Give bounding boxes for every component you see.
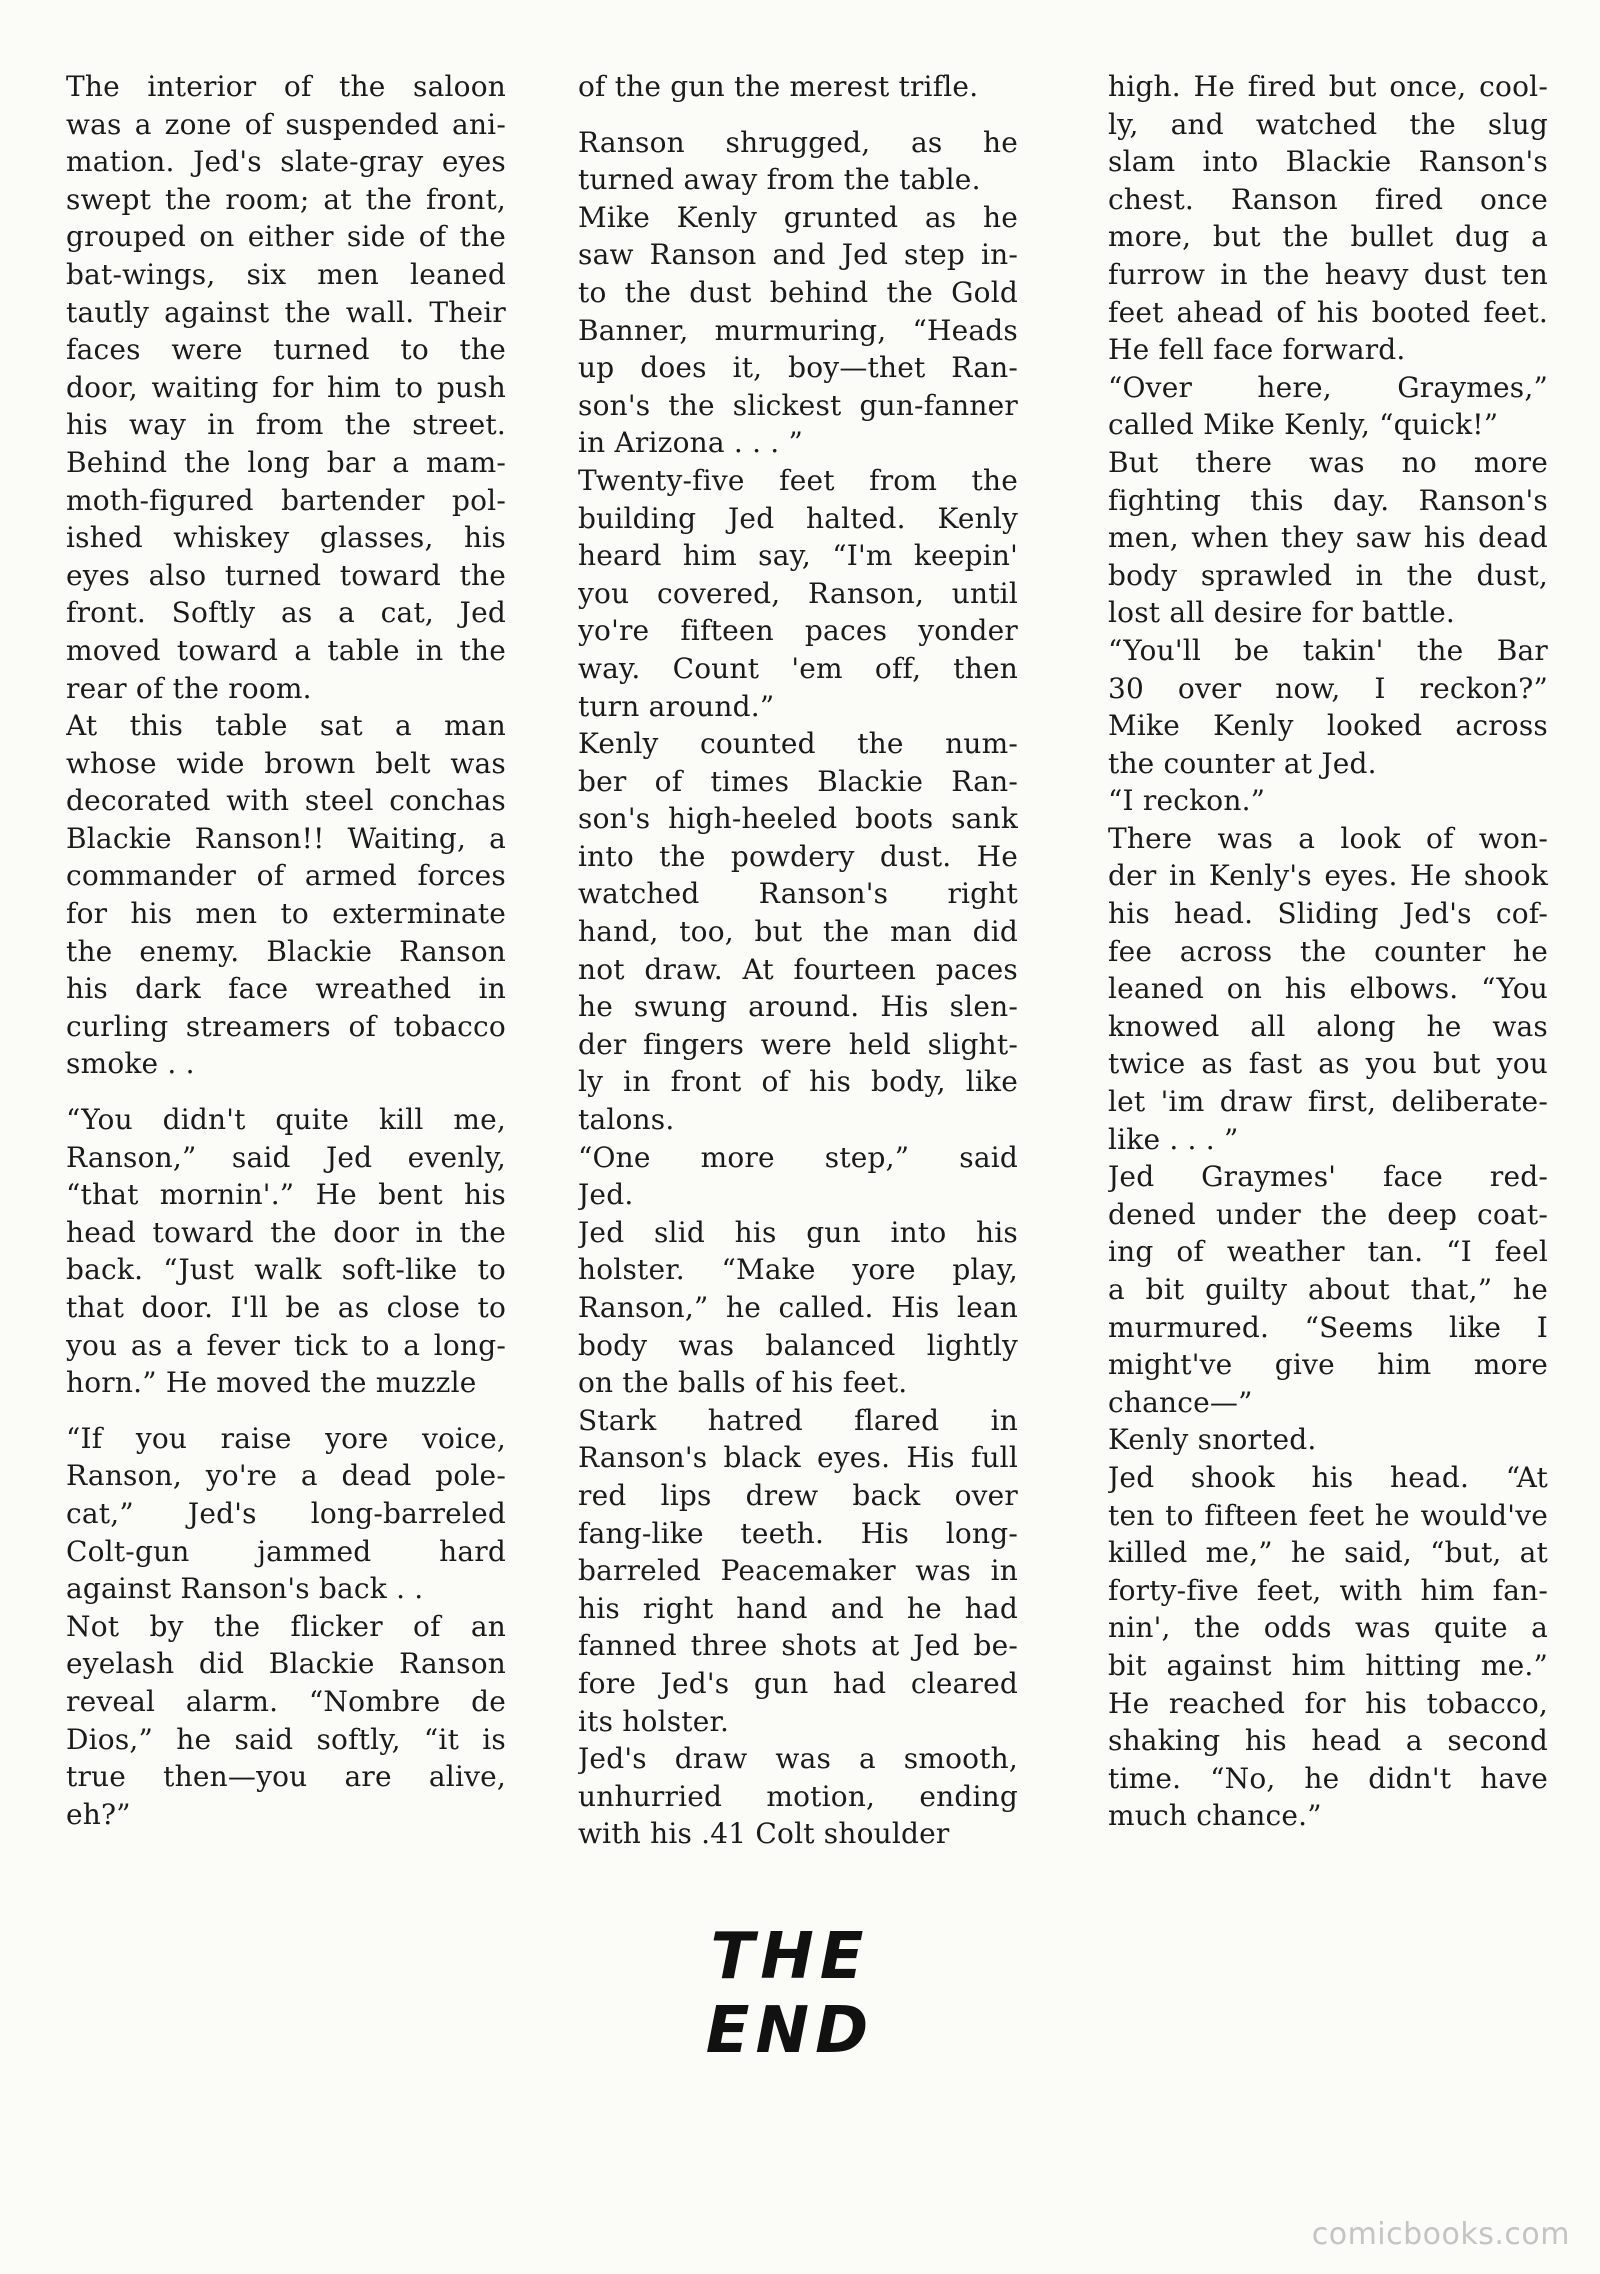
text-line: grouped on either side of the <box>66 220 506 254</box>
story-paragraph <box>578 68 1018 106</box>
text-line: “that mornin'.” He bent his <box>66 1178 506 1212</box>
text-line: Kenly snorted. <box>1108 1423 1317 1457</box>
text-line: Kenly counted the num- <box>578 727 1018 761</box>
text-line: “If you raise yore voice, <box>66 1421 506 1455</box>
text-line: you covered, Ranson, until <box>578 576 1018 610</box>
text-line: his dark face wreathed in <box>66 972 506 1006</box>
text-line: you as a fever tick to a long- <box>66 1328 506 1362</box>
text-line: der fingers were held slight- <box>578 1027 1018 1061</box>
text-line: He reached for his tobacco, <box>1108 1686 1548 1720</box>
text-line: building Jed halted. Kenly <box>578 501 1018 535</box>
story-paragraph <box>66 68 506 707</box>
text-line: bat-wings, six men leaned <box>66 257 506 291</box>
text-line: called Mike Kenly, “quick!” <box>1108 408 1499 442</box>
text-line: Ranson,” said Jed evenly, <box>66 1140 506 1174</box>
text-line: high. He fired but once, cool- <box>1108 70 1548 103</box>
text-line: front. Softly as a cat, Jed <box>66 596 506 630</box>
text-line: Twenty-five feet from the <box>578 463 1018 497</box>
text-line: of the gun the merest trifle. <box>578 70 979 103</box>
text-line: slam into Blackie Ranson's <box>1108 145 1548 179</box>
text-column-3 <box>1108 68 1548 1835</box>
text-line: to the dust behind the Gold <box>578 275 1018 309</box>
story-paragraph <box>578 199 1018 462</box>
text-line: ing of weather tan. “I feel <box>1108 1235 1548 1269</box>
story-paragraph <box>1108 444 1548 632</box>
text-line: ber of times Blackie Ran- <box>578 764 1018 798</box>
text-line: Ranson shrugged, as he <box>578 125 1018 159</box>
text-line: Mike Kenly looked across <box>1108 709 1548 743</box>
text-line: time. “No, he didn't have <box>1108 1761 1548 1795</box>
story-paragraph <box>1108 369 1548 444</box>
text-line: shaking his head a second <box>1108 1724 1548 1758</box>
text-line: moved toward a table in the <box>66 633 506 667</box>
text-line: commander of armed forces <box>66 859 506 893</box>
text-line: eyes also turned toward the <box>66 558 506 592</box>
text-line: “One more step,” said <box>578 1140 1018 1174</box>
text-line: son's the slickest gun-fanner <box>578 388 1018 422</box>
text-line: Jed's draw was a smooth, <box>578 1742 1018 1776</box>
text-line: ly, and watched the slug <box>1108 107 1548 141</box>
text-line: fighting this day. Ranson's <box>1108 483 1548 517</box>
text-line: At this table sat a man <box>66 709 506 743</box>
text-line: hand, too, but the man did <box>578 915 1018 949</box>
text-line: fee across the counter he <box>1108 934 1548 968</box>
text-line: watched Ranson's right <box>578 877 1018 911</box>
text-line: the counter at Jed. <box>1108 746 1377 780</box>
text-line: ten to fifteen feet he would've <box>1108 1498 1548 1532</box>
text-line: leaned on his elbows. “You <box>1108 972 1548 1006</box>
story-paragraph <box>66 1608 506 1834</box>
story-paragraph <box>578 124 1018 199</box>
story-paragraph <box>578 462 1018 725</box>
story-paragraph <box>578 1402 1018 1740</box>
the-end-title: THE END <box>705 1920 875 2068</box>
text-line: There was a look of won- <box>1108 821 1548 855</box>
text-line: turned away from the table. <box>578 163 981 197</box>
text-line: ished whiskey glasses, his <box>66 521 506 555</box>
text-line: swept the room; at the front, <box>66 182 506 216</box>
text-line: rear of the room. <box>66 671 312 705</box>
text-line: der in Kenly's eyes. He shook <box>1108 859 1548 893</box>
text-line: a bit guilty about that,” he <box>1108 1273 1548 1306</box>
text-line: 30 over now, I reckon?” <box>1108 671 1548 705</box>
text-line: let 'im draw first, deliberate- <box>1108 1085 1548 1119</box>
text-line: ly in front of his body, like <box>578 1065 1018 1099</box>
text-line: its holster. <box>578 1704 730 1738</box>
text-line: for his men to exterminate <box>66 897 506 931</box>
text-line: knowed all along he was <box>1108 1009 1548 1043</box>
text-line: was a zone of suspended ani- <box>66 107 506 141</box>
text-line: Colt-gun jammed hard <box>66 1534 506 1568</box>
text-line: the enemy. Blackie Ranson <box>66 934 506 968</box>
story-paragraph <box>66 1420 506 1608</box>
text-line: body was balanced lightly <box>578 1328 1018 1362</box>
text-line: like . . . ” <box>1108 1122 1239 1156</box>
text-line: that door. I'll be as close to <box>66 1291 506 1324</box>
story-paragraph <box>578 1740 1018 1853</box>
text-line: “Over here, Graymes,” <box>1108 370 1548 404</box>
paragraph-gap <box>578 106 1018 124</box>
text-line: “You'll be takin' the Bar <box>1108 633 1548 667</box>
watermark-text: comicbooks.com <box>1311 2217 1570 2252</box>
text-line: true then—you are alive, <box>66 1760 506 1794</box>
text-line: in Arizona . . . ” <box>578 426 804 460</box>
text-line: body sprawled in the dust, <box>1108 558 1548 592</box>
story-paragraph <box>1108 1459 1548 1835</box>
text-line: Mike Kenly grunted as he <box>578 200 1018 234</box>
text-line: fanned three shots at Jed be- <box>578 1629 1018 1663</box>
text-line: Stark hatred flared in <box>578 1403 1018 1437</box>
text-line: feet ahead of his booted feet. <box>1108 295 1548 329</box>
text-line: Jed. <box>578 1178 634 1212</box>
paragraph-gap <box>66 1083 506 1101</box>
text-line: yo're fifteen paces yonder <box>578 614 1018 648</box>
story-paragraph <box>1108 820 1548 1158</box>
text-line: Ranson,” he called. His lean <box>578 1291 1018 1324</box>
text-line: decorated with steel conchas <box>66 784 506 818</box>
text-line: back. “Just walk soft-like to <box>66 1253 506 1287</box>
story-paragraph <box>1108 1158 1548 1421</box>
story-paragraph <box>1108 68 1548 369</box>
story-paragraph <box>1108 1421 1548 1459</box>
text-line: furrow in the heavy dust ten <box>1108 257 1548 291</box>
text-line: Ranson's black eyes. His full <box>578 1441 1018 1475</box>
text-line: reveal alarm. “Nombre de <box>66 1684 506 1718</box>
story-paragraph <box>66 1101 506 1402</box>
text-line: with his .41 Colt shoulder <box>578 1817 950 1851</box>
text-line: tautly against the wall. Their <box>66 295 506 329</box>
text-line: red lips drew back over <box>578 1478 1018 1512</box>
text-column-2 <box>578 68 1018 1853</box>
text-line: mation. Jed's slate-gray eyes <box>66 145 506 179</box>
text-line: son's high-heeled boots sank <box>578 802 1018 836</box>
text-line: The interior of the saloon <box>66 70 506 103</box>
text-line: more, but the bullet dug a <box>1108 220 1548 254</box>
text-line: cat,” Jed's long-barreled <box>66 1496 506 1530</box>
text-line: murmured. “Seems like I <box>1108 1310 1548 1344</box>
text-column-1 <box>66 68 506 1833</box>
text-line: Dios,” he said softly, “it is <box>66 1722 506 1756</box>
text-line: men, when they saw his dead <box>1108 521 1548 555</box>
text-line: curling streamers of tobacco <box>66 1009 506 1043</box>
text-line: “I reckon.” <box>1108 784 1266 818</box>
text-line: twice as fast as you but you <box>1108 1047 1548 1081</box>
text-line: forty-five feet, with him fan- <box>1108 1573 1548 1607</box>
text-line: much chance.” <box>1108 1799 1322 1833</box>
text-line: holster. “Make yore play, <box>578 1253 1018 1287</box>
story-paragraph <box>66 707 506 1083</box>
text-line: Jed Graymes' face red- <box>1108 1160 1548 1194</box>
text-line: his head. Sliding Jed's cof- <box>1108 897 1548 931</box>
text-line: bit against him hitting me.” <box>1108 1648 1548 1682</box>
story-paragraph <box>578 1214 1018 1402</box>
text-line: But there was no more <box>1108 445 1548 479</box>
text-line: talons. <box>578 1103 675 1137</box>
text-line: head toward the door in the <box>66 1215 506 1249</box>
text-line: Blackie Ranson!! Waiting, a <box>66 821 506 855</box>
text-line: door, waiting for him to push <box>66 370 506 404</box>
text-line: against Ranson's back . . <box>66 1572 424 1606</box>
text-line: saw Ranson and Jed step in- <box>578 238 1018 272</box>
text-line: Jed slid his gun into his <box>578 1215 1018 1249</box>
text-line: eyelash did Blackie Ranson <box>66 1647 506 1681</box>
text-line: Not by the flicker of an <box>66 1609 506 1643</box>
text-line: Banner, murmuring, “Heads <box>578 313 1018 347</box>
text-line: “You didn't quite kill me, <box>66 1103 506 1137</box>
text-line: barreled Peacemaker was in <box>578 1554 1018 1588</box>
text-line: he swung around. His slen- <box>578 990 1018 1024</box>
story-paragraph <box>578 725 1018 1139</box>
text-line: unhurried motion, ending <box>578 1779 1018 1813</box>
story-paragraph <box>1108 782 1548 820</box>
text-line: up does it, boy—thet Ran- <box>578 351 1018 385</box>
text-line: on the balls of his feet. <box>578 1366 908 1400</box>
text-line: whose wide brown belt was <box>66 746 506 780</box>
story-paragraph <box>1108 632 1548 782</box>
text-line: turn around.” <box>578 689 775 723</box>
text-line: his way in from the street. <box>66 408 506 442</box>
text-line: Jed shook his head. “At <box>1108 1460 1548 1494</box>
text-line: faces were turned to the <box>66 333 506 367</box>
text-line: chest. Ranson fired once <box>1108 182 1548 216</box>
text-line: heard him say, “I'm keepin' <box>578 539 1018 573</box>
text-line: horn.” He moved the muzzle <box>66 1366 477 1400</box>
text-line: Ranson, yo're a dead pole- <box>66 1459 506 1493</box>
text-line: lost all desire for battle. <box>1108 596 1455 630</box>
text-line: smoke . . <box>66 1047 195 1081</box>
paragraph-gap <box>66 1402 506 1420</box>
text-line: chance—” <box>1108 1385 1253 1419</box>
text-line: not draw. At fourteen paces <box>578 952 1018 986</box>
text-line: dened under the deep coat- <box>1108 1197 1548 1231</box>
text-line: killed me,” he said, “but, at <box>1108 1536 1548 1570</box>
text-line: Behind the long bar a mam- <box>66 445 506 479</box>
text-line: might've give him more <box>1108 1348 1548 1382</box>
text-line: nin', the odds was quite a <box>1108 1611 1548 1645</box>
text-line: fore Jed's gun had cleared <box>578 1666 1018 1700</box>
text-line: his right hand and he had <box>578 1591 1018 1625</box>
story-paragraph <box>578 1139 1018 1214</box>
text-line: He fell face forward. <box>1108 333 1406 367</box>
text-line: eh?” <box>66 1797 131 1831</box>
text-line: into the powdery dust. He <box>578 839 1018 873</box>
text-line: way. Count 'em off, then <box>578 651 1018 685</box>
text-line: fang-like teeth. His long- <box>578 1516 1018 1550</box>
text-line: moth-figured bartender pol- <box>66 483 506 517</box>
